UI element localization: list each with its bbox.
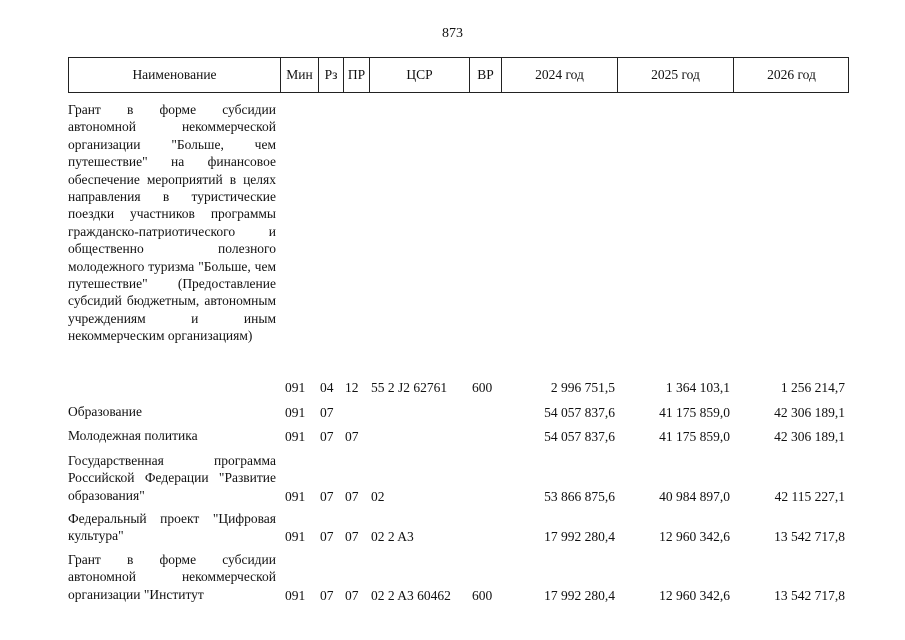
- row-min: 091: [285, 587, 306, 603]
- row-2026: 13 542 717,8: [774, 587, 845, 603]
- table-row: [68, 101, 849, 396]
- row-vr: 600: [472, 379, 493, 395]
- row-rz: 07: [320, 404, 334, 420]
- row-name: Молодежная политика: [68, 428, 198, 443]
- header-pr: ПР: [344, 58, 370, 92]
- header-2025: 2025 год: [618, 58, 734, 92]
- row-2024: 54 057 837,6: [544, 404, 615, 420]
- row-name: Государственная программа Российской Федерации "Развитие образования": [68, 453, 276, 503]
- row-2024: 54 057 837,6: [544, 428, 615, 444]
- header-csr: ЦСР: [370, 58, 470, 92]
- table-header: [68, 57, 849, 93]
- row-min: 091: [285, 528, 306, 544]
- row-rz: 07: [320, 488, 334, 504]
- row-csr: 02 2 A3: [371, 528, 414, 544]
- table-row: [68, 403, 849, 421]
- row-2024: 2 996 751,5: [550, 379, 615, 395]
- header-2026: 2026 год: [767, 67, 816, 82]
- row-2024: 17 992 280,4: [544, 587, 615, 603]
- row-vr: 600: [472, 587, 493, 603]
- row-min: 091: [285, 404, 306, 420]
- row-csr: 02 2 A3 60462: [371, 587, 451, 603]
- row-2025: 1 364 103,1: [665, 379, 730, 395]
- table-row: [68, 427, 849, 445]
- header-min: Мин: [281, 58, 319, 92]
- row-min: 091: [285, 379, 306, 395]
- row-2024: 53 866 875,6: [544, 488, 615, 504]
- row-name: Грант в форме субсидии автономной некоммерческой организации "Институт: [68, 552, 276, 602]
- row-2026: 1 256 214,7: [780, 379, 845, 395]
- row-2025: 12 960 342,6: [659, 528, 730, 544]
- header-2024: 2024 год: [502, 58, 618, 92]
- table-row: [68, 510, 849, 545]
- row-pr: 07: [345, 428, 359, 444]
- row-name: Федеральный проект "Цифровая культура": [68, 511, 276, 544]
- row-min: 091: [285, 488, 306, 504]
- row-rz: 07: [320, 428, 334, 444]
- table-row: [68, 551, 849, 604]
- row-2025: 12 960 342,6: [659, 587, 730, 603]
- row-2025: 41 175 859,0: [659, 428, 730, 444]
- row-2026: 42 306 189,1: [774, 428, 845, 444]
- row-pr: 07: [345, 528, 359, 544]
- page-number: 873: [442, 26, 463, 41]
- header-rz: Рз: [319, 58, 344, 92]
- row-min: 091: [285, 428, 306, 444]
- row-pr: 07: [345, 587, 359, 603]
- row-2026: 42 306 189,1: [774, 404, 845, 420]
- row-pr: 07: [345, 488, 359, 504]
- row-name: Грант в форме субсидии автономной некоммерческой организации "Больше, чем путешествие" на финансовое обеспечение мероприятий в целях направления в туристические поездки участников программы гражданско-патриотического и общественно полезного молодежного туризма "Больше, чем путешествие" (Предоставление субсидий бюджетным, автономным учреждениям и иным некоммерческим организациям): [68, 102, 276, 344]
- row-2024: 17 992 280,4: [544, 528, 615, 544]
- row-rz: 07: [320, 528, 334, 544]
- table-row: [68, 452, 849, 505]
- row-rz: 07: [320, 587, 334, 603]
- row-name: Образование: [68, 404, 142, 419]
- row-rz: 04: [320, 379, 334, 395]
- row-2025: 40 984 897,0: [659, 488, 730, 504]
- row-2026: 42 115 227,1: [774, 488, 845, 504]
- row-2026: 13 542 717,8: [774, 528, 845, 544]
- row-csr: 55 2 J2 62761: [371, 379, 448, 395]
- row-pr: 12: [345, 379, 359, 395]
- row-2025: 41 175 859,0: [659, 404, 730, 420]
- row-csr: 02: [371, 488, 385, 504]
- header-vr: ВР: [470, 58, 502, 92]
- header-name: Наименование: [69, 58, 281, 92]
